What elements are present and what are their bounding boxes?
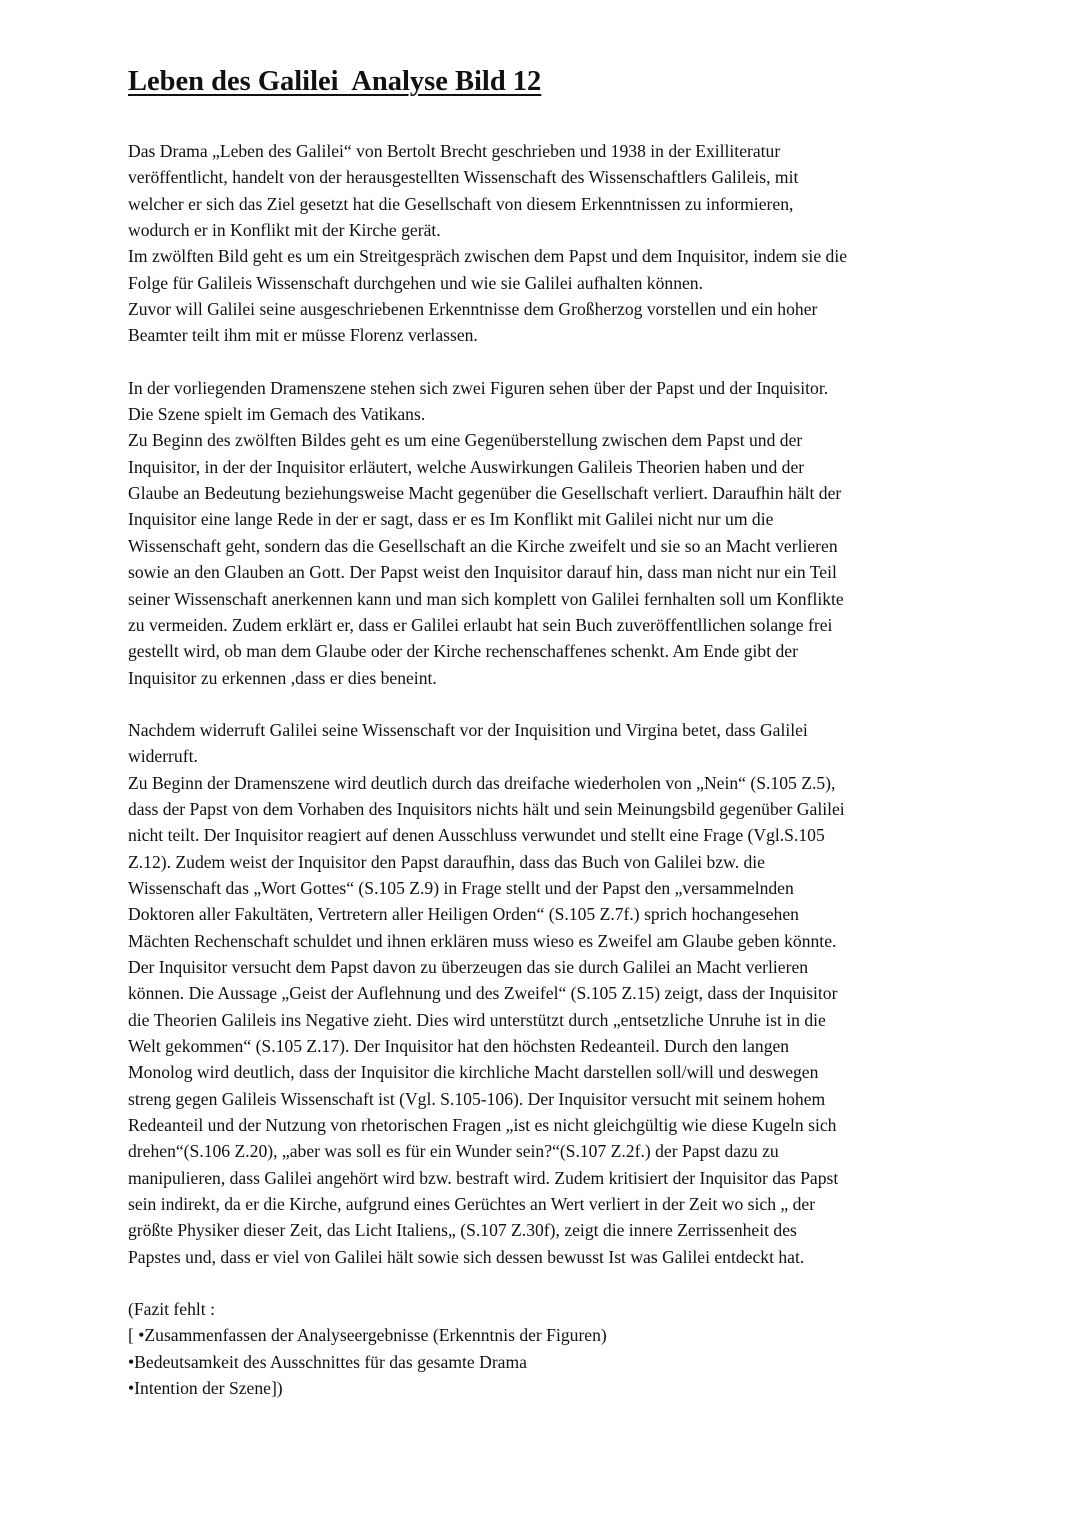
text-line: sein indirekt, da er die Kirche, aufgrund eines Gerüchtes an Wert verliert in der Zeit wo sich „ der bbox=[128, 1194, 816, 1215]
text-line: gestellt wird, ob man dem Glaube oder der Kirche rechenschaffenes schenkt. Am Ende gibt der bbox=[128, 641, 798, 662]
analysis-paragraph bbox=[128, 717, 958, 1270]
intro-paragraph bbox=[128, 138, 958, 349]
text-line: [ •Zusammenfassen der Analyseergebnisse (Erkenntnis der Figuren) bbox=[128, 1325, 607, 1346]
text-line: •Bedeutsamkeit des Ausschnittes für das gesamte Drama bbox=[128, 1351, 527, 1372]
text-line: welcher er sich das Ziel gesetzt hat die Gesellschaft von diesem Erkenntnissen zu informieren, bbox=[128, 193, 794, 214]
document-page bbox=[128, 64, 958, 1427]
text-line: Das Drama „Leben des Galilei“ von Bertolt Brecht geschrieben und 1938 in der Exilliteratur bbox=[128, 141, 781, 161]
text-line: Welt gekommen“ (S.105 Z.17). Der Inquisitor hat den höchsten Redeanteil. Durch den langen bbox=[128, 1036, 790, 1056]
missing-conclusion-note bbox=[128, 1296, 958, 1401]
text-line: Inquisitor eine lange Rede in der er sagt, dass er es Im Konflikt mit Galilei nicht nur um die bbox=[128, 509, 774, 530]
text-line: sowie an den Glauben an Gott. Der Papst weist den Inquisitor darauf hin, dass man nicht nur ein Teil bbox=[128, 562, 837, 583]
text-line: können. Die Aussage „Geist der Auflehnung und des Zweifel“ (S.105 Z.15) zeigt, dass der Inquisitor bbox=[128, 983, 838, 1004]
text-line: widerruft. bbox=[128, 746, 198, 767]
text-line: Glaube an Bedeutung beziehungsweise Macht gegenüber die Gesellschaft verliert. Daraufhin hält der bbox=[128, 483, 842, 504]
text-line: die Theorien Galileis ins Negative zieht. Dies wird unterstützt durch „entsetzliche Unruhe ist in die bbox=[128, 1009, 826, 1030]
text-line: Z.12). Zudem weist der Inquisitor den Papst daraufhin, dass das Buch von Galilei bzw. die bbox=[128, 851, 765, 872]
text-line: Zu Beginn des zwölften Bildes geht es um eine Gegenüberstellung zwischen dem Papst und der bbox=[128, 430, 803, 451]
document-body bbox=[128, 138, 958, 1401]
text-line: Folge für Galileis Wissenschaft durchgehen und wie sie Galilei aufhalten können. bbox=[128, 272, 704, 293]
text-line: streng gegen Galileis Wissenschaft ist (Vgl. S.105-106). Der Inquisitor versucht mit seinem hohem bbox=[128, 1088, 826, 1109]
text-line: Die Szene spielt im Gemach des Vatikans. bbox=[128, 404, 426, 425]
text-line: Mächten Rechenschaft schuldet und ihnen erklären muss wieso es Zweifel am Glaube geben könnte. bbox=[128, 930, 837, 951]
text-line: größte Physiker dieser Zeit, das Licht Italiens„ (S.107 Z.30f), zeigt die innere Zerrissenheit des bbox=[128, 1220, 797, 1241]
text-line: Monolog wird deutlich, dass der Inquisitor die kirchliche Macht darstellen soll/will und deswegen bbox=[128, 1062, 819, 1083]
text-line: Inquisitor zu erkennen ,dass er dies beneint. bbox=[128, 667, 437, 688]
text-line: wodurch er in Konflikt mit der Kirche gerät. bbox=[128, 220, 441, 241]
text-line: veröffentlicht, handelt von der herausgestellten Wissenschaft des Wissenschaftlers Galileis, mit bbox=[128, 167, 799, 188]
text-line: Wissenschaft das „Wort Gottes“ (S.105 Z.9) in Frage stellt und der Papst den „versammelnden bbox=[128, 877, 794, 898]
text-line: Der Inquisitor versucht dem Papst davon zu überzeugen das sie durch Galilei an Macht verlieren bbox=[128, 956, 809, 977]
text-line: Doktoren aller Fakultäten, Vertretern aller Heiligen Orden“ (S.105 Z.7f.) sprich hochangesehen bbox=[128, 904, 799, 925]
text-line: In der vorliegenden Dramenszene stehen sich zwei Figuren sehen über der Papst und der Inquisitor. bbox=[128, 377, 829, 398]
scene-summary-paragraph bbox=[128, 375, 958, 691]
text-line: dass der Papst von dem Vorhaben des Inquisitors nichts hält und sein Meinungsbild gegenüber Galilei bbox=[128, 798, 845, 819]
text-line: zu vermeiden. Zudem erklärt er, dass er Galilei erlaubt hat sein Buch zuveröffentllichen solange frei bbox=[128, 614, 833, 635]
text-line: Nachdem widerruft Galilei seine Wissenschaft vor der Inquisition und Virgina betet, dass Galilei bbox=[128, 719, 808, 740]
text-line: nicht teilt. Der Inquisitor reagiert auf denen Ausschluss verwundet und stellt eine Frage (Vgl.S.105 bbox=[128, 825, 825, 846]
text-line: drehen“(S.106 Z.20), „aber was soll es für ein Wunder sein?“(S.107 Z.2f.) der Papst dazu zu bbox=[128, 1141, 779, 1162]
text-line: Wissenschaft geht, sondern das die Gesellschaft an die Kirche zweifelt und sie so an Macht verlieren bbox=[128, 535, 838, 556]
text-line: Inquisitor, in der der Inquisitor erläutert, welche Auswirkungen Galileis Theorien haben und der bbox=[128, 456, 805, 477]
text-line: Zu Beginn der Dramenszene wird deutlich durch das dreifache wiederholen von „Nein“ (S.105 Z.5), bbox=[128, 772, 836, 793]
text-line: Im zwölften Bild geht es um ein Streitgespräch zwischen dem Papst und dem Inquisitor, indem sie die bbox=[128, 246, 848, 267]
text-line: Redeanteil und der Nutzung von rhetorischen Fragen „ist es nicht gleichgültig wie diese Kugeln sich bbox=[128, 1115, 837, 1136]
document-title: Leben des Galilei Analyse Bild 12 bbox=[128, 66, 542, 97]
text-line: •Intention der Szene]) bbox=[128, 1378, 283, 1399]
text-line: manipulieren, dass Galilei angehört wird bzw. bestraft wird. Zudem kritisiert der Inquisitor das Papst bbox=[128, 1167, 839, 1188]
text-line: seiner Wissenschaft anerkennen kann und man sich komplett von Galilei fernhalten soll um Konflikte bbox=[128, 588, 844, 609]
text-line: (Fazit fehlt : bbox=[128, 1299, 215, 1320]
text-line: Beamter teilt ihm mit er müsse Florenz verlassen. bbox=[128, 325, 478, 346]
text-line: Zuvor will Galilei seine ausgeschriebenen Erkenntnisse dem Großherzog vorstellen und ein hoher bbox=[128, 299, 818, 320]
text-line: Papstes und, dass er viel von Galilei hält sowie sich dessen bewusst Ist was Galilei entdeckt hat. bbox=[128, 1246, 805, 1267]
